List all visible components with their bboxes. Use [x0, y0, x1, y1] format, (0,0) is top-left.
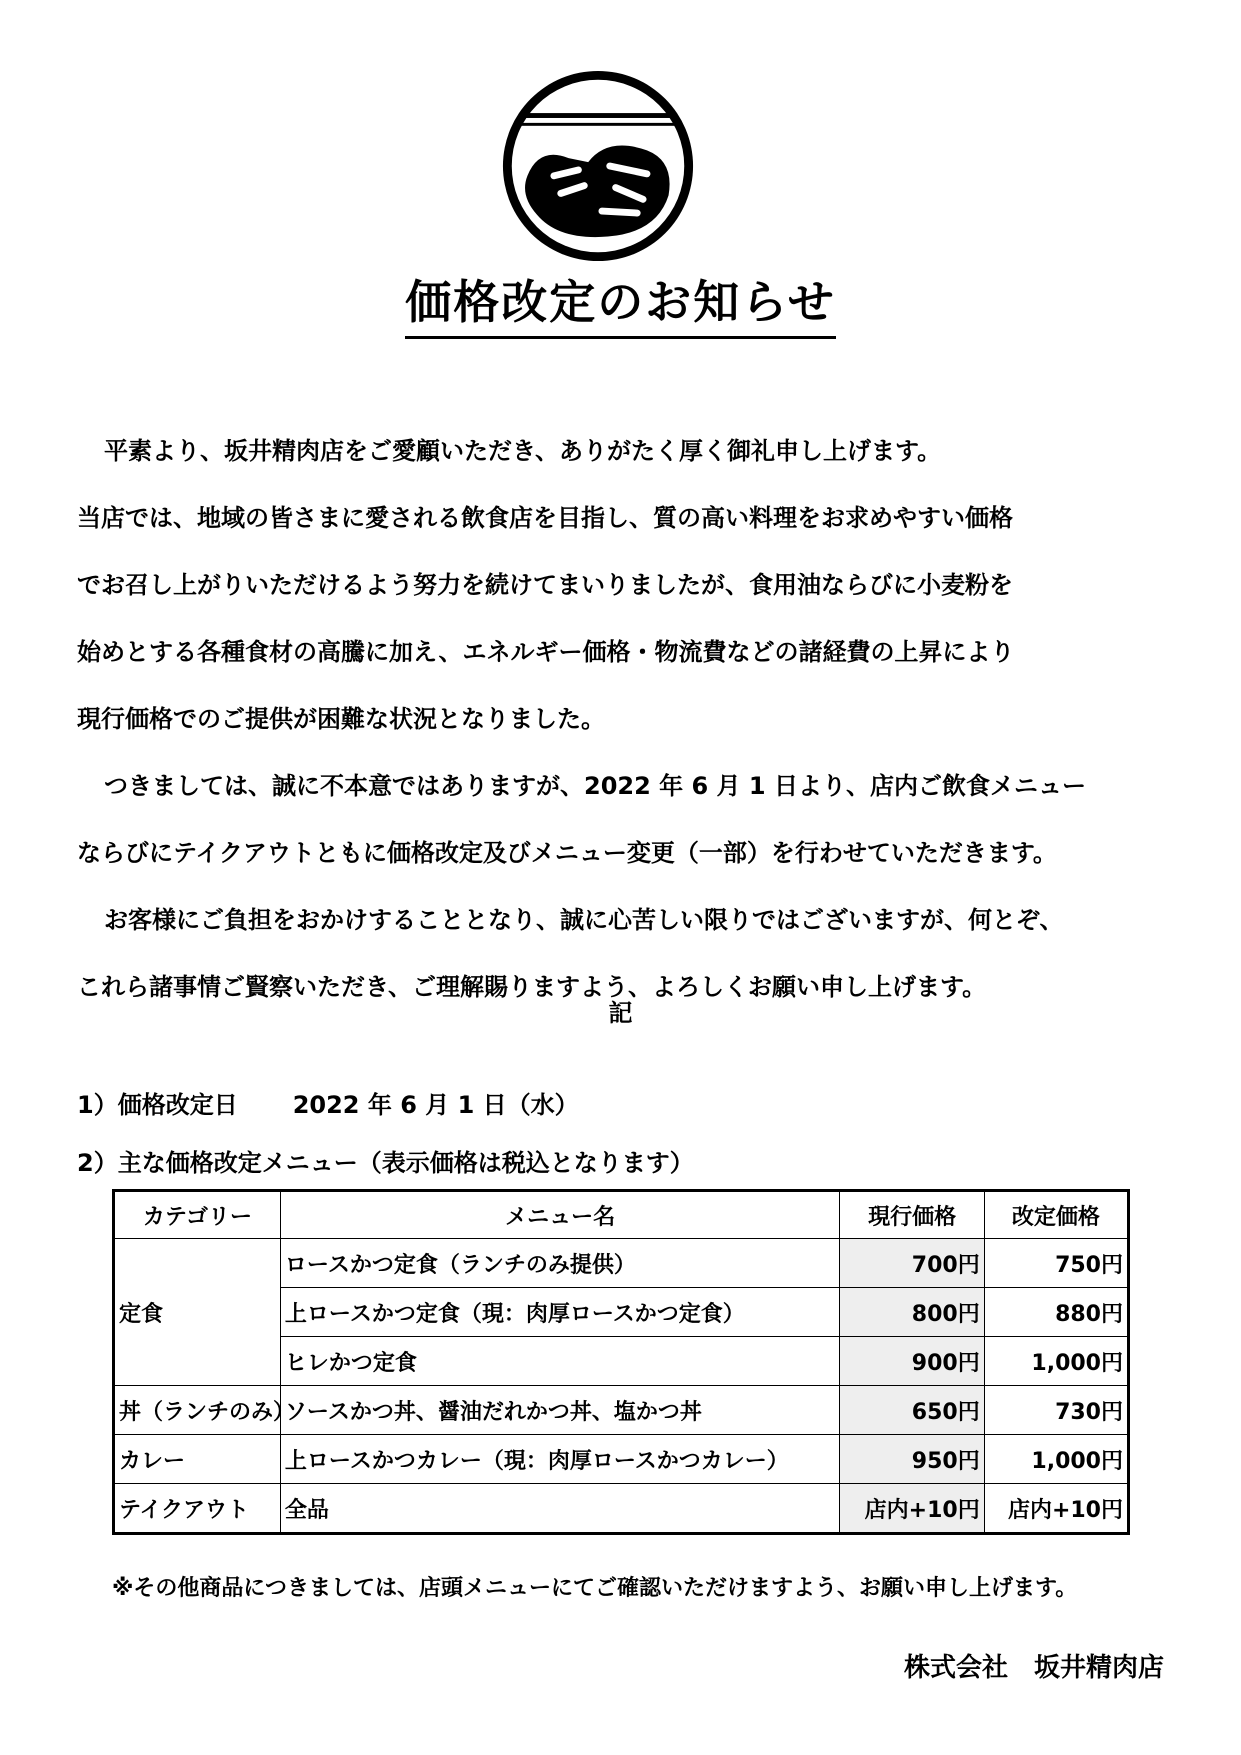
current-price-cell: 店内+10円: [840, 1484, 984, 1534]
menu-cell: ソースかつ丼、醤油だれかつ丼、塩かつ丼: [280, 1386, 840, 1435]
table-row: [114, 1435, 1129, 1484]
menu-cell: 全品: [280, 1484, 840, 1534]
current-price-cell: 950円: [840, 1435, 984, 1484]
revision-date-value: 2022 年 6 月 1 日（水）: [292, 1091, 579, 1119]
current-price-cell: 800円: [840, 1288, 984, 1337]
new-price-cell: 880円: [984, 1288, 1128, 1337]
paragraph-line: これら諸事情ご賢察いただき、ご理解賜りますよう、よろしくお願い申し上げます。: [77, 973, 987, 1001]
new-price-cell: 1,000円: [984, 1435, 1128, 1484]
new-price-cell: 店内+10円: [984, 1484, 1128, 1534]
paragraph-line: 当店では、地域の皆さまに愛される飲食店を目指し、質の高い料理をお求めやすい価格: [77, 504, 1013, 532]
company-name: 株式会社 坂井精肉店: [903, 1653, 1164, 1683]
header-menu: メニュー名: [280, 1191, 840, 1239]
paragraph-line: ならびにテイクアウトともに価格改定及びメニュー変更（一部）を行わせていただきます。: [77, 839, 1057, 867]
paragraph-line: 始めとする各種食材の高騰に加え、エネルギー価格・物流費などの諸経費の上昇により: [77, 638, 1015, 666]
footnote: ※その他商品につきましては、店頭メニューにてご確認いただけますよう、お願い申し上げます。: [112, 1576, 1078, 1601]
paragraph-line: でお召し上がりいただけるよう努力を続けてまいりましたが、食用油ならびに小麦粉を: [77, 571, 1013, 599]
menu-cell: ヒレかつ定食: [280, 1337, 840, 1386]
paragraph-line: お客様にご負担をおかけすることとなり、誠に心苦しい限りではございますが、何とぞ、: [104, 906, 1064, 934]
current-price-cell: 900円: [840, 1337, 984, 1386]
new-price-cell: 750円: [984, 1239, 1128, 1288]
menu-cell: 上ロースかつ定食（現：肉厚ロースかつ定食）: [280, 1288, 840, 1337]
revised-menu-heading: 2）主な価格改定メニュー（表示価格は税込となります）: [77, 1149, 694, 1177]
table-row: [114, 1386, 1129, 1435]
paragraph-line: 現行価格でのご提供が困難な状況となりました。: [77, 705, 605, 733]
page-title-wrapper: [0, 272, 1241, 339]
price-table: [112, 1189, 1130, 1535]
category-cell: 定食: [114, 1239, 281, 1386]
category-cell: カレー: [114, 1435, 281, 1484]
paragraph-line: つきましては、誠に不本意ではありますが、2022 年 6 月 1 日より、店内ご飲食メニュー: [104, 772, 1086, 800]
notice-body: [77, 418, 1177, 1021]
revision-date-item: [77, 1085, 579, 1120]
logo-seal-icon: [500, 68, 696, 264]
table-row: [114, 1484, 1129, 1534]
category-cell: テイクアウト: [114, 1484, 281, 1534]
revision-date-label: 1）価格改定日: [77, 1091, 238, 1119]
table-header-row: [114, 1191, 1129, 1239]
header-current-price: 現行価格: [840, 1191, 984, 1239]
current-price-cell: 650円: [840, 1386, 984, 1435]
ki-heading: 記: [608, 999, 633, 1027]
header-category: カテゴリー: [114, 1191, 281, 1239]
current-price-cell: 700円: [840, 1239, 984, 1288]
category-cell: 丼（ランチのみ）: [114, 1386, 281, 1435]
new-price-cell: 1,000円: [984, 1337, 1128, 1386]
table-row: [114, 1239, 1129, 1288]
header-new-price: 改定価格: [984, 1191, 1128, 1239]
menu-cell: 上ロースかつカレー（現：肉厚ロースかつカレー）: [280, 1435, 840, 1484]
logo: [500, 68, 696, 264]
new-price-cell: 730円: [984, 1386, 1128, 1435]
paragraph-line: 平素より、坂井精肉店をご愛顧いただき、ありがたく厚く御礼申し上げます。: [104, 437, 942, 465]
menu-cell: ロースかつ定食（ランチのみ提供）: [280, 1239, 840, 1288]
page-title: 価格改定のお知らせ: [405, 272, 836, 339]
